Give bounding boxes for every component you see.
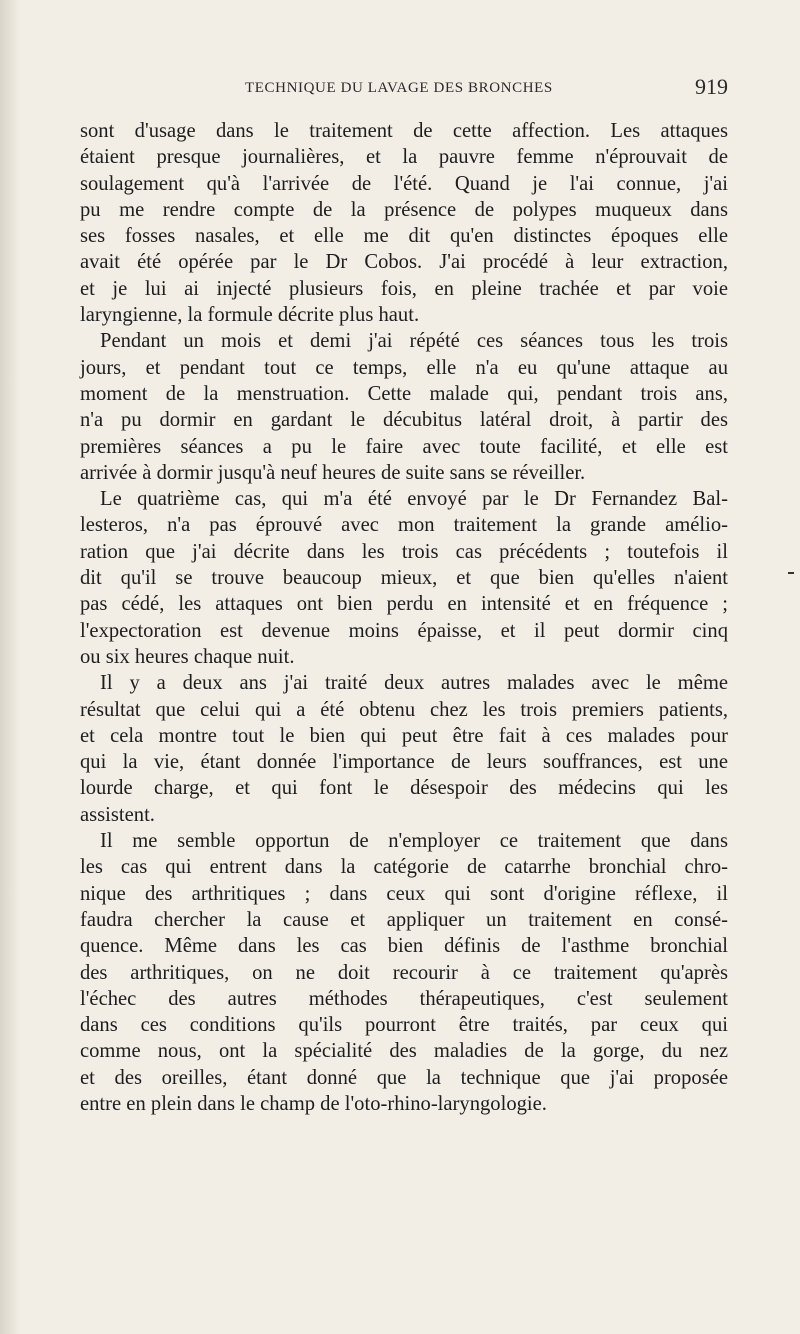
- text-line: Le quatrième cas, qui m'a été envoyé par le Dr Fernandez Bal-: [100, 488, 728, 511]
- text-line: Il me semble opportun de n'employer ce traitement que dans: [100, 830, 728, 853]
- text-line: les cas qui entrent dans la catégorie de catarrhe bronchial chro-: [80, 856, 728, 879]
- running-title: TECHNIQUE DU LAVAGE DES BRONCHES: [245, 80, 553, 96]
- text-line: jours, et pendant tout ce temps, elle n'a eu qu'une attaque au: [80, 356, 728, 379]
- text-line: n'a pu dormir en gardant le décubitus latéral droit, à partir des: [80, 409, 728, 432]
- text-line: assistent.: [80, 803, 155, 826]
- text-line: et des oreilles, étant donné que la technique que j'ai proposée: [80, 1066, 728, 1089]
- text-line: et je lui ai injecté plusieurs fois, en pleine trachée et par voie: [80, 277, 728, 300]
- text-line: lesteros, n'a pas éprouvé avec mon traitement la grande amélio-: [80, 514, 728, 537]
- text-line: l'échec des autres méthodes thérapeutiques, c'est seulement: [80, 987, 728, 1010]
- text-line: entre en plein dans le champ de l'oto-rhino-laryngologie.: [80, 1092, 547, 1115]
- text-line: qui la vie, étant donnée l'importance de leurs souffrances, est une: [80, 751, 728, 774]
- text-line: ses fosses nasales, et elle me dit qu'en distinctes époques elle: [80, 225, 728, 248]
- text-line: sont d'usage dans le traitement de cette affection. Les attaques: [80, 120, 728, 142]
- text-line: Pendant un mois et demi j'ai répété ces séances tous les trois: [100, 330, 728, 353]
- text-line: dans ces conditions qu'ils pourront être traités, par ceux qui: [80, 1014, 728, 1037]
- text-line: laryngienne, la formule décrite plus haut.: [80, 304, 420, 327]
- body-text: [80, 118, 728, 1117]
- margin-mark: [788, 572, 794, 574]
- text-line: moment de la menstruation. Cette malade qui, pendant trois ans,: [80, 382, 728, 405]
- text-line: arrivée à dormir jusqu'à neuf heures de suite sans se réveiller.: [80, 461, 586, 484]
- text-line: premières séances a pu le faire avec toute facilité, et elle est: [80, 435, 728, 458]
- page-header: [80, 72, 728, 104]
- text-line: des arthritiques, on ne doit recourir à ce traitement qu'après: [80, 961, 728, 984]
- text-line: comme nous, ont la spécialité des maladies de la gorge, du nez: [80, 1040, 728, 1063]
- text-line: dit qu'il se trouve beaucoup mieux, et que bien qu'elles n'aient: [80, 567, 728, 590]
- page-number: 919: [695, 74, 728, 99]
- text-line: Il y a deux ans j'ai traité deux autres malades avec le même: [100, 672, 728, 695]
- text-line: quence. Même dans les cas bien définis de l'asthme bronchial: [80, 935, 728, 958]
- text-line: pas cédé, les attaques ont bien perdu en intensité et en fréquence ;: [80, 593, 728, 616]
- text-line: l'expectoration est devenue moins épaisse, et il peut dormir cinq: [80, 619, 728, 642]
- text-line: lourde charge, et qui font le désespoir des médecins qui les: [80, 777, 728, 800]
- text-line: soulagement qu'à l'arrivée de l'été. Quand je l'ai connue, j'ai: [80, 172, 728, 195]
- text-line: pu me rendre compte de la présence de polypes muqueux dans: [80, 198, 728, 221]
- text-line: et cela montre tout le bien qui peut être fait à ces malades pour: [80, 724, 728, 747]
- text-line: faudra chercher la cause et appliquer un traitement en consé-: [80, 908, 728, 931]
- text-line: résultat que celui qui a été obtenu chez les trois premiers patients,: [80, 698, 728, 721]
- text-line: étaient presque journalières, et la pauvre femme n'éprouvait de: [80, 146, 728, 169]
- text-line: avait été opérée par le Dr Cobos. J'ai procédé à leur extraction,: [80, 251, 728, 274]
- text-line: nique des arthritiques ; dans ceux qui sont d'origine réflexe, il: [80, 882, 728, 905]
- text-line: ou six heures chaque nuit.: [80, 645, 295, 668]
- page-gutter: [0, 0, 20, 1334]
- text-line: ration que j'ai décrite dans les trois cas précédents ; toutefois il: [80, 540, 728, 563]
